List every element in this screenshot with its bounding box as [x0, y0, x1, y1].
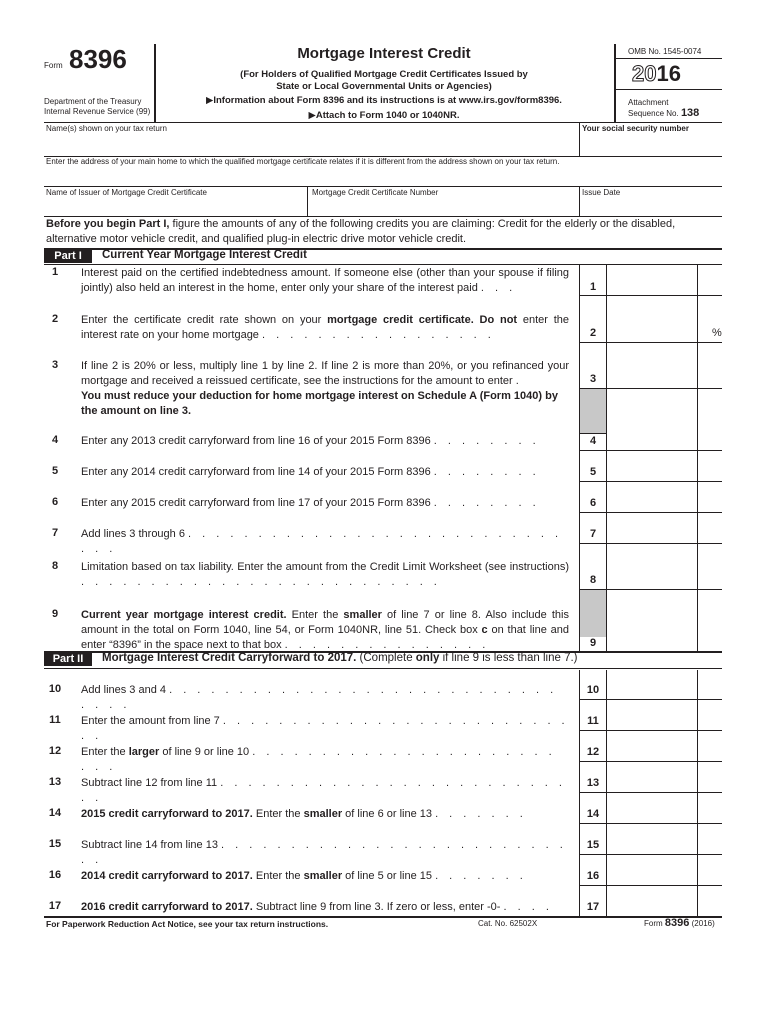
- line1-description: Interest paid on the certified indebtedness amount. If someone else (other than your spouse if filing jointly) also held an interest in the home, enter only your share of the interest paid: [81, 267, 569, 294]
- line16-box-label: 16: [586, 870, 600, 882]
- line7-box-label: 7: [589, 528, 597, 540]
- line5-dots: . . . . . . . .: [433, 466, 540, 478]
- line15-text: [81, 838, 569, 868]
- line7-dots: . . . . . . . . . . . . . . . . . . . . . . . . . . . . . .: [81, 528, 563, 555]
- cents-col-p1: [697, 264, 698, 651]
- issue-date-input[interactable]: [580, 199, 722, 215]
- line10-number: 10: [48, 683, 62, 695]
- line2-text: [81, 313, 569, 343]
- line2-text-a: Enter the certificate credit rate shown on your: [81, 314, 328, 326]
- line1-amount[interactable]: [607, 266, 697, 295]
- department-line-1: Department of the Treasury: [44, 97, 142, 106]
- line12-box-label: 12: [586, 746, 600, 758]
- line14-text-a: Enter the: [252, 808, 304, 820]
- names-input[interactable]: [44, 135, 578, 155]
- part2-bottom-rule: [44, 668, 722, 669]
- omb-rule: [614, 58, 722, 59]
- line12-number: 12: [48, 745, 62, 757]
- line8-dots: . . . . . . . . . . . . . . . . . . . . . . . . . .: [81, 576, 441, 588]
- line16-dots: . . . . . . .: [435, 870, 527, 882]
- issuer-input[interactable]: [44, 199, 306, 215]
- line17-box-label: 17: [586, 901, 600, 913]
- line13-dots: . . . . . . . . . . . . . . . . . . . . . . . . . . .: [81, 777, 566, 804]
- issuer-label: Name of Issuer of Mortgage Credit Certificate: [46, 188, 207, 197]
- line7-number: 7: [51, 527, 59, 539]
- line9-dots: . . . . . . . . . . . . . . .: [284, 639, 490, 651]
- footer-form-id: [644, 917, 715, 929]
- line8-amount[interactable]: [607, 560, 697, 589]
- intro-text: [46, 217, 720, 247]
- line8-description: Limitation based on tax liability. Enter the amount from the Credit Limit Worksheet (see instructions): [81, 561, 569, 573]
- intro-lead: Before you begin Part I,: [46, 218, 170, 230]
- attach-line: ▶Attach to Form 1040 or 1040NR.: [308, 110, 460, 121]
- part2-title: [102, 652, 578, 664]
- footer-rule: [44, 916, 722, 918]
- line15-amount[interactable]: [607, 824, 697, 854]
- line1-dots: . . .: [480, 282, 517, 294]
- line14-number: 14: [48, 807, 62, 819]
- line17-text: [81, 900, 569, 915]
- cents-col-p2: [697, 670, 698, 916]
- tax-year-outline: 20: [632, 61, 657, 86]
- line6-amount[interactable]: [607, 482, 697, 511]
- line10-dots: . . . . . . . . . . . . . . . . . . . . . . . . . . . . . . . .: [81, 684, 558, 711]
- line8-text: [81, 560, 569, 590]
- line14-dots: . . . . . . .: [435, 808, 527, 820]
- sequence-number: 138: [680, 107, 700, 119]
- line9-bold-c: c: [481, 624, 488, 636]
- form-title: Mortgage Interest Credit: [297, 45, 471, 62]
- line3-box-label: 3: [589, 373, 597, 385]
- line12-text-b: of line 9 or line 10: [159, 746, 250, 758]
- line13-text: [81, 776, 569, 806]
- line9-text-b: of line 7 or line 8. Also include this amount in the total on Form 1040, line 54, or Form 1040NR, line 51. Check box: [81, 609, 569, 636]
- line11-number: 11: [49, 714, 61, 726]
- info-line: ▶Information about Form 8396 and its instructions is at www.irs.gov/form8396.: [206, 95, 562, 106]
- line11-text: [81, 714, 569, 744]
- line9-bold-b: smaller: [343, 609, 382, 621]
- header-divider-right: [614, 44, 616, 122]
- header-bottom-rule: [44, 122, 722, 123]
- line2-bold-b: Do not: [473, 314, 518, 326]
- line7-text: [81, 527, 569, 557]
- ssn-input[interactable]: [580, 135, 722, 155]
- line17-text-a: Subtract line 9 from line 3. If zero or less, enter -0-: [252, 901, 501, 913]
- form-number: 8396: [69, 44, 127, 74]
- line9-text-a: Enter the: [286, 609, 344, 621]
- omb-number: OMB No. 1545-0074: [628, 47, 702, 56]
- line16-text-b: of line 5 or line 15: [342, 870, 432, 882]
- line2-number: 2: [51, 313, 59, 325]
- line4-amount[interactable]: [607, 420, 697, 449]
- line11-box-label: 11: [587, 715, 599, 727]
- tax-year-bold: 16: [656, 61, 681, 86]
- certificate-label: Mortgage Credit Certificate Number: [312, 188, 439, 197]
- line12-text-a: Enter the: [81, 746, 129, 758]
- footer-form-word: Form: [644, 919, 663, 928]
- line8-rule: [579, 589, 722, 590]
- ssn-label: Your social security number: [582, 124, 689, 133]
- issue-date-label: Issue Date: [582, 188, 621, 197]
- line9-amount[interactable]: [607, 622, 697, 651]
- line11-description: Enter the amount from line 7: [81, 715, 220, 727]
- line16-number: 16: [48, 869, 62, 881]
- line7-rule: [579, 543, 722, 544]
- line4-text: [81, 434, 569, 449]
- line5-text: [81, 465, 569, 480]
- line14-text: [81, 807, 569, 822]
- line14-amount[interactable]: [607, 793, 697, 823]
- line3-dots: .: [515, 375, 523, 387]
- line1-number: 1: [51, 266, 59, 278]
- paperwork-notice: For Paperwork Reduction Act Notice, see your tax return instructions.: [46, 919, 329, 929]
- address-row-rule: [44, 186, 722, 187]
- intro-body: figure the amounts of any of the following credits you are claiming: Credit for the elderly or the disabled, alternative motor vehicle credit, and qualified plug-in electric drive motor vehicle credit.: [46, 218, 676, 245]
- line3-note: You must reduce your deduction for home mortgage interest on Schedule A (Form 1040) by the amount on line 3.: [81, 390, 558, 417]
- line9-number: 9: [51, 608, 59, 620]
- form-subtitle: [154, 69, 614, 93]
- attachment-label: Attachment: [628, 98, 669, 107]
- line12-dots: . . . . . . . . . . . . . . . . . . . . . . . . .: [81, 746, 556, 773]
- shade-line3-note: [580, 389, 606, 433]
- line16-bold-a: 2014 credit carryforward to 2017.: [81, 870, 253, 882]
- line4-box-label: 4: [589, 435, 597, 447]
- line14-bold-a: 2015 credit carryforward to 2017.: [81, 808, 253, 820]
- shade-line9: [580, 590, 606, 637]
- line5-amount[interactable]: [607, 451, 697, 480]
- line4-description: Enter any 2013 credit carryforward from line 16 of your 2015 Form 8396: [81, 435, 431, 447]
- line12-amount[interactable]: [607, 731, 697, 761]
- line6-dots: . . . . . . . .: [433, 497, 540, 509]
- line13-amount[interactable]: [607, 762, 697, 792]
- line2-rate[interactable]: [607, 313, 697, 342]
- line10-amount[interactable]: [607, 670, 697, 699]
- line12-text: [81, 745, 569, 775]
- line15-dots: . . . . . . . . . . . . . . . . . . . . . . . . . . .: [81, 839, 567, 866]
- line1-text: [81, 266, 569, 296]
- line17-dots: . . . .: [503, 901, 553, 913]
- line12-bold-a: larger: [128, 746, 160, 758]
- line9-bold-a: Current year mortgage interest credit.: [81, 609, 287, 621]
- line2-bold-a: mortgage credit certificate.: [327, 314, 474, 326]
- line14-bold-b: smaller: [303, 808, 343, 820]
- address-input[interactable]: [44, 168, 722, 186]
- line9-box-label: 9: [589, 637, 597, 649]
- line3-note-rule: [579, 433, 606, 434]
- line6-box-label: 6: [589, 497, 597, 509]
- line6-text: [81, 496, 569, 511]
- part2-title-only: only: [415, 652, 440, 664]
- footer-form-number: 8396: [664, 917, 690, 929]
- year-rule: [614, 89, 722, 90]
- department-line-2: Internal Revenue Service (99): [44, 107, 151, 116]
- attachment-block: [628, 98, 699, 119]
- part1-label: Part I: [44, 249, 92, 263]
- part2-title-rest-1: (Complete: [356, 652, 416, 664]
- line17-number: 17: [48, 900, 62, 912]
- line7-amount[interactable]: [607, 513, 697, 542]
- line17-bold-a: 2016 credit carryforward to 2017.: [81, 901, 253, 913]
- line16-amount[interactable]: [607, 855, 697, 885]
- line4-number: 4: [51, 434, 59, 446]
- line17-amount[interactable]: [607, 886, 697, 916]
- line2-rule: [579, 342, 722, 343]
- line2-text-b: enter the interest rate on your home mortgage: [81, 314, 570, 341]
- tax-year: [632, 61, 681, 87]
- line16-text-a: Enter the: [252, 870, 304, 882]
- line1-box-label: 1: [589, 281, 597, 293]
- line11-dots: . . . . . . . . . . . . . . . . . . . . . . . . . . .: [81, 715, 569, 742]
- line8-box-label: 8: [589, 574, 597, 586]
- line13-number: 13: [48, 776, 62, 788]
- line5-box-label: 5: [589, 466, 597, 478]
- line9-text: [81, 608, 569, 653]
- part2-title-bold: Mortgage Interest Credit Carryforward to 2017.: [102, 652, 357, 664]
- line5-description: Enter any 2014 credit carryforward from line 14 of your 2015 Form 8396: [81, 466, 431, 478]
- footer-year: (2016): [691, 919, 715, 928]
- line6-description: Enter any 2015 credit carryforward from line 17 of your 2015 Form 8396: [81, 497, 431, 509]
- address-label: Enter the address of your main home to which the qualified mortgage certificate relates if it is different from the address shown on your tax return.: [46, 157, 560, 166]
- line3-rule: [579, 388, 722, 389]
- line15-box-label: 15: [586, 839, 600, 851]
- line4-dots: . . . . . . . .: [433, 435, 540, 447]
- line3-text: [81, 359, 569, 389]
- line16-text: [81, 869, 569, 884]
- part2-label: Part II: [44, 652, 92, 666]
- certificate-input[interactable]: [308, 199, 578, 215]
- line15-number: 15: [48, 838, 62, 850]
- line3-description: If line 2 is 20% or less, multiply line 1 by line 2. If line 2 is more than 20%, or you refinanced your mortgage and received a reissued certificate, see the instructions for the amount to enter: [81, 360, 569, 387]
- line10-box-label: 10: [586, 684, 600, 696]
- line14-text-b: of line 6 or line 13: [342, 808, 432, 820]
- line5-number: 5: [51, 465, 59, 477]
- sequence-label: Sequence No.: [628, 109, 679, 118]
- line8-number: 8: [51, 560, 59, 572]
- department-block: [44, 97, 150, 117]
- line15-description: Subtract line 14 from line 13: [81, 839, 218, 851]
- part1-title: Current Year Mortgage Interest Credit: [102, 249, 307, 261]
- line14-box-label: 14: [586, 808, 600, 820]
- names-label: Name(s) shown on your tax return: [46, 124, 167, 133]
- line2-dots: . . . . . . . . . . . . . . . . .: [262, 329, 495, 341]
- line13-description: Subtract line 12 from line 11: [81, 777, 218, 789]
- line11-amount[interactable]: [607, 700, 697, 730]
- line2-percent: %: [712, 327, 722, 339]
- form-word: Form: [44, 61, 63, 70]
- part1-bottom-rule: [44, 264, 722, 265]
- line10-description: Add lines 3 and 4: [81, 684, 167, 696]
- line1-rule: [579, 295, 722, 296]
- line9-text-c: on that line and enter “8396” in the space next to that box: [81, 624, 569, 651]
- line7-description: Add lines 3 through 6: [81, 528, 185, 540]
- catalog-number: Cat. No. 62502X: [478, 919, 538, 928]
- line10-text: [81, 683, 569, 713]
- part2-title-rest-2: if line 9 is less than line 7.): [439, 652, 578, 664]
- subtitle-line-1: (For Holders of Qualified Mortgage Credit Certificates Issued by: [240, 69, 528, 80]
- line3-amount[interactable]: [607, 359, 697, 388]
- line16-bold-b: smaller: [303, 870, 343, 882]
- line2-box-label: 2: [589, 327, 597, 339]
- subtitle-line-2: State or Local Governmental Units or Agencies): [276, 81, 492, 92]
- line3-number: 3: [51, 359, 59, 371]
- line6-number: 6: [51, 496, 59, 508]
- line13-box-label: 13: [586, 777, 600, 789]
